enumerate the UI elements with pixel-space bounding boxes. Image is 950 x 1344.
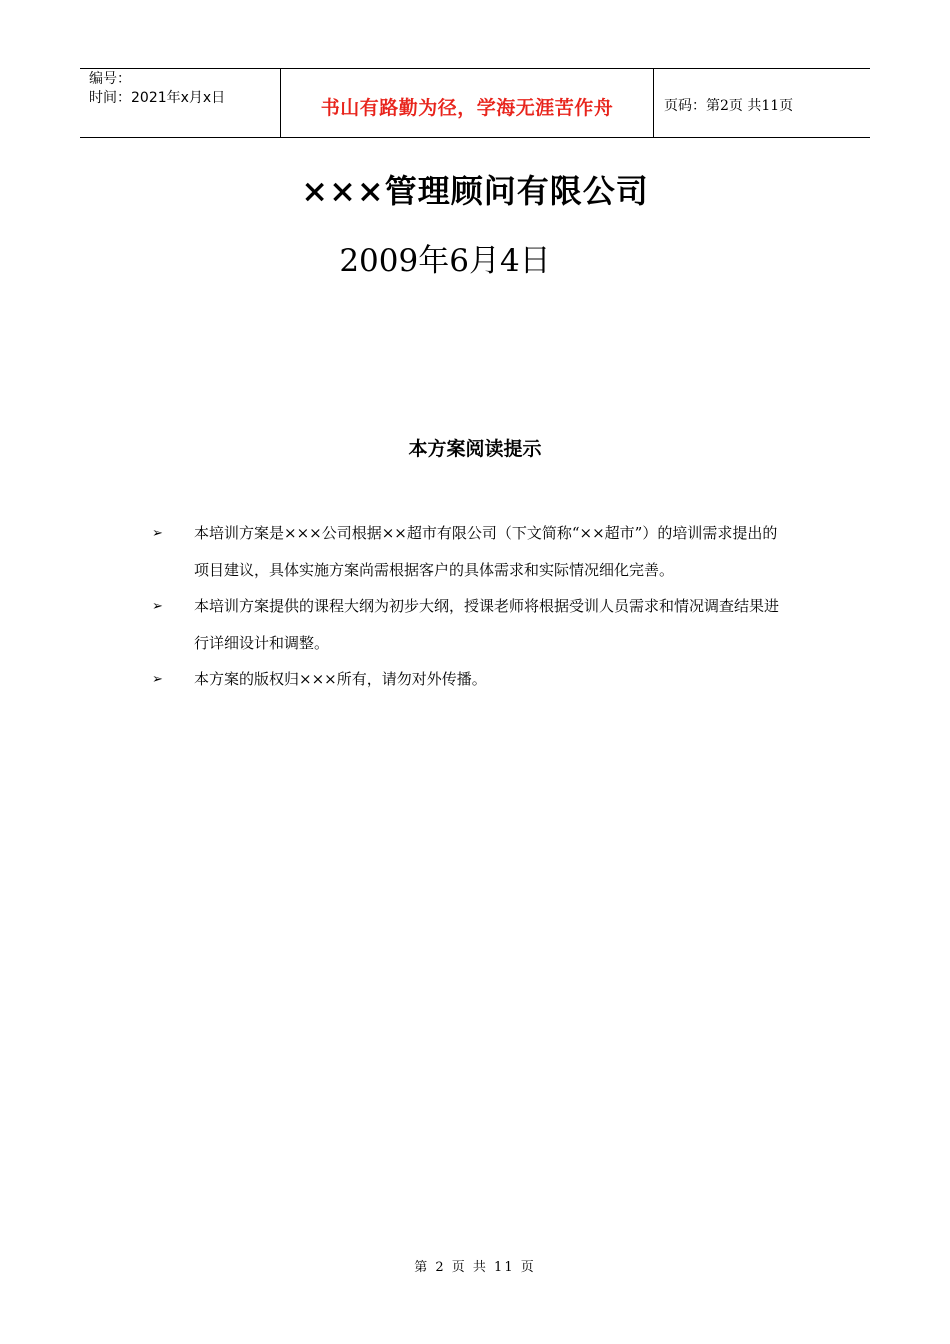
- document-date: 2009年6月4日: [339, 243, 551, 279]
- header-motto: 书山有路勤为径，学海无涯苦作舟: [320, 96, 614, 119]
- list-item: [150, 588, 800, 662]
- page-footer: 第 2 页 共 11 页: [414, 1260, 536, 1275]
- list-item: [150, 661, 800, 698]
- list-item-text: 本培训方案提供的课程大纲为初步大纲，授课老师将根据受训人员需求和情况调查结果进行详细设计和调整。: [194, 597, 780, 652]
- document-number-label: 编号：: [89, 71, 131, 87]
- list-item: [150, 515, 800, 589]
- header-motto-cell: [281, 69, 654, 137]
- notice-list: [150, 515, 800, 697]
- arrow-bullet-icon: ➢: [152, 526, 163, 541]
- document-time-label: 时间：2021年x月x日: [89, 90, 226, 106]
- notice-heading: 本方案阅读提示: [408, 438, 542, 460]
- arrow-bullet-icon: ➢: [152, 599, 163, 614]
- arrow-bullet-icon: ➢: [152, 672, 163, 687]
- list-item-text: 本培训方案是×××公司根据××超市有限公司（下文简称“××超市”）的培训需求提出的项目建议，具体实施方案尚需根据客户的具体需求和实际情况细化完善。: [194, 524, 778, 579]
- header-page-info: 页码：第2页 共11页: [664, 98, 794, 114]
- header-page-cell: [654, 69, 870, 137]
- page-header: [80, 68, 870, 138]
- list-item-text: 本方案的版权归×××所有，请勿对外传播。: [194, 670, 487, 688]
- header-meta-cell: [80, 69, 281, 137]
- company-name: ×××管理顾问有限公司: [301, 172, 649, 210]
